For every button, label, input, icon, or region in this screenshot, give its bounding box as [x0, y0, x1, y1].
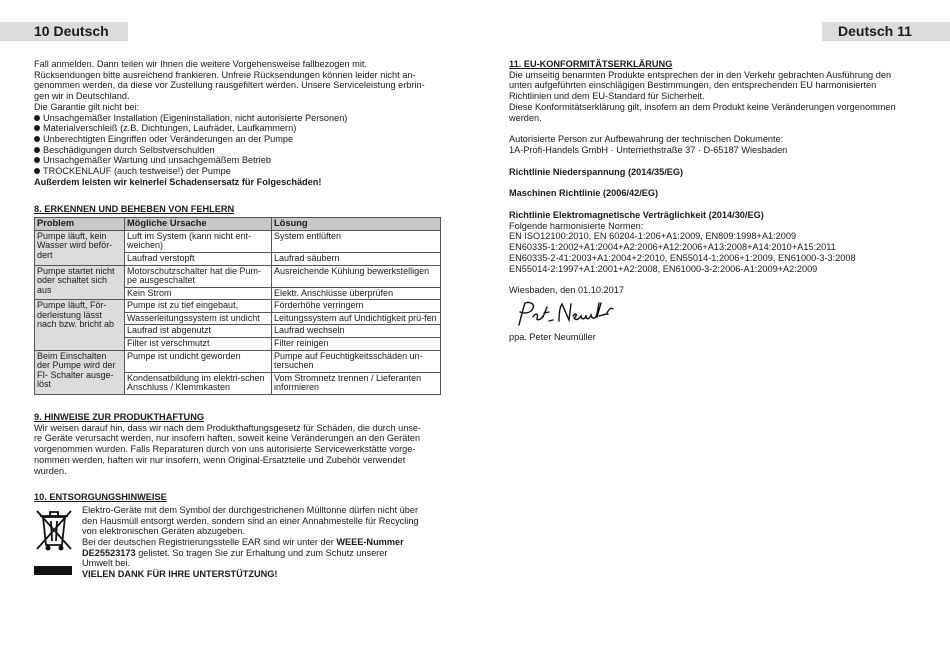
cause-cell: Pumpe ist undicht geworden [125, 350, 272, 372]
warranty-bullet: Unsachgemäßer Wartung und unsachgemäßem Betrieb [34, 155, 442, 166]
warranty-bullet: TROCKENLAUF (auch testweise!) der Pumpe [34, 166, 442, 177]
solution-cell: System entlüften [272, 230, 441, 252]
liability-line: vorgenommen wurden. Falls Reparaturen durch von uns autorisierte Servicewerkstätte vorge- [34, 444, 416, 455]
solution-cell: Ausreichende Kühlung bewerkstelligen [272, 265, 441, 287]
norms-line: EN60335-2-41:2003+A1:2004+2:2010, EN55014-1:2006+1:2009, EN61000-3-3:2008 [509, 252, 856, 263]
cause-cell: Kondensatbildung im elektri-schen Anschluss / Klemmkasten [125, 372, 272, 394]
weee-number-label: WEEE-Nummer [336, 537, 404, 548]
solution-cell: Laufrad säubern [272, 252, 441, 265]
solution-cell: Laufrad wechseln [272, 325, 441, 338]
disposal-block [34, 505, 442, 580]
table-row [35, 230, 441, 252]
solution-cell: Vom Stromnetz trennen / Lieferanten informieren [272, 372, 441, 394]
warranty-bullet: Materialverschleiß (z.B. Dichtungen, Laufräder, Laufkammern) [34, 123, 442, 134]
norms-line: EN55014-2:1997+A1:2001+A2:2008, EN61000-3-2:2006-A1:2009+A2:2009 [509, 263, 818, 274]
cause-cell: Kein Strom [125, 287, 272, 300]
disposal-text [82, 505, 419, 580]
ear-text: Bei der deutschen Registrierungsstelle EAR sind wir unter der [82, 537, 337, 548]
ear-text: gelistet. So tragen Sie zur Erhaltung und zum Schutz unserer [135, 547, 388, 558]
intro-line: Rücksendungen bitte ausreichend frankieren. Unfreie Rücksendungen können leider nicht an- [34, 69, 416, 80]
signer-name: ppa. Peter Neumüller [509, 331, 596, 342]
no-damages-note: Außerdem leisten wir keinerlei Schadensersatz für Folgeschäden! [34, 176, 322, 187]
cause-cell: Pumpe ist zu tief eingebaut, [125, 300, 272, 313]
solution-cell: Filter reinigen [272, 338, 441, 351]
section-11-title: 11. EU-KONFORMITÄTSERKLÄRUNG [509, 59, 673, 69]
norms-line: EN60335-1:2002+A1:2004+A2:2006+A12:2006+A13:2008+A14:2010+A15:2011 [509, 242, 836, 253]
solution-cell: Leitungssystem auf Undichtigkeit prü-fen [272, 312, 441, 325]
problem-cell: Pumpe startet nicht oder schaltet sich aus [35, 265, 125, 300]
table-header-row [35, 218, 441, 231]
conformity-line: unten aufgeführten einschlägigen Bestimmungen, den entsprechenden EU harmonisierten [509, 80, 877, 91]
section-10-title: 10. ENTSORGUNGSHINWEISE [34, 492, 167, 503]
problem-cell: Pumpe läuft, kein Wasser wird beför-dert [35, 230, 125, 265]
intro-line: Die Garantie gilt nicht bei: [34, 101, 140, 112]
liability-line: nommen werden, haften wir nur insofern, wenn Original-Ersatzteile und Zubehör verwendet [34, 454, 406, 465]
disposal-line: Umwelt bei. [82, 558, 130, 569]
directive-machinery: Maschinen Richtlinie (2006/42/EG) [509, 188, 659, 199]
conformity-line: werden. [509, 112, 542, 123]
table-header: Mögliche Ursache [125, 218, 272, 231]
table-row [35, 265, 441, 287]
table-row [35, 350, 441, 372]
norms-line: EN ISO12100:2010, EN 60204-1:206+A1:2009, EN809:1998+A1:2009 [509, 231, 797, 242]
right-column [509, 59, 914, 342]
disposal-line: den Hausmüll entsorgt werden, sondern sind an einer Annahmestelle für Recycling [82, 515, 419, 526]
conformity-line: Die umseitig benannten Produkte entsprechen der in den Verkehr gebrachten Ausführung den [509, 69, 892, 80]
cause-cell: Wasserleitungssystem ist undicht [125, 312, 272, 325]
directive-low-voltage: Richtlinie Niederspannung (2014/35/EG) [509, 166, 684, 177]
troubleshooting-table [34, 217, 441, 395]
problem-cell: Pumpe läuft, För-derleistung lässt nach bzw. bricht ab [35, 300, 125, 350]
intro-line: genommen werden, da diese vor Zustellung rausgefiltert werden. Unsere Serviceleistung erbrin- [34, 80, 425, 91]
solution-cell: Förderhöhe verringern [272, 300, 441, 313]
weee-bin-icon [34, 505, 78, 580]
liability-line: Wir weisen darauf hin, dass wir nach dem Produkthaftungsgesetz für Schäden, die durch unse- [34, 422, 422, 433]
cause-cell: Laufrad verstopft [125, 252, 272, 265]
directive-emc: Richtlinie Elektromagnetische Verträglichkeit (2014/30/EG) [509, 210, 764, 221]
conformity-line: Diese Konformitätserklärung gilt, insofern an dem Produkt keine Veränderungen vorgenommen [509, 101, 896, 112]
section-9-title: 9. HINWEISE ZUR PRODUKTHAFTUNG [34, 412, 204, 423]
table-row [35, 300, 441, 313]
solution-cell: Elektr. Anschlüsse überprüfen [272, 287, 441, 300]
disposal-line: von elektronischen Geräten abzugeben. [82, 526, 245, 537]
cause-cell: Laufrad ist abgenutzt [125, 325, 272, 338]
page-header-left: 10 Deutsch [0, 22, 128, 41]
weee-number: DE25523173 [82, 547, 136, 558]
disposal-line [82, 537, 419, 548]
cause-cell: Luft im System (kann nicht ent-weichen) [125, 230, 272, 252]
liability-line: wurden. [34, 465, 67, 476]
authorized-person-title: Autorisierte Person zur Aufbewahrung der technischen Dokumente: [509, 134, 784, 145]
weee-bar [34, 566, 72, 575]
cause-cell: Filter ist verschmutzt [125, 338, 272, 351]
intro-line: Fall anmelden. Dann teilen wir Ihnen die weitere Vorgehensweise fallbezogen mit. [34, 59, 367, 69]
warranty-bullet: Unberechtigten Eingriffen oder Veränderungen an der Pumpe [34, 134, 442, 145]
intro-line: gen wir in Deutschland. [34, 91, 130, 102]
page-header-right: Deutsch 11 [822, 22, 950, 41]
signature-date: Wiesbaden, den 01.10.2017 [509, 285, 624, 296]
left-column [34, 59, 442, 580]
norms-line: Folgende harmonisierte Normen: [509, 220, 644, 231]
handwritten-signature [513, 299, 914, 332]
disposal-line [82, 548, 419, 559]
section-8-title: 8. ERKENNEN UND BEHEBEN VON FEHLERN [34, 204, 235, 215]
table-header: Lösung [272, 218, 441, 231]
thanks-note: VIELEN DANK FÜR IHRE UNTERSTÜTZUNG! [82, 569, 278, 580]
liability-line: re Geräte verursacht werden, nur insofern haften, soweit keine Veränderungen an den Geräten [34, 433, 421, 444]
disposal-line: Elektro-Geräte mit dem Symbol der durchgestrichenen Mülltonne dürfen nicht über [82, 504, 419, 515]
conformity-line: Richtlinien und dem EU-Standard für Sicherheit. [509, 91, 705, 102]
warranty-bullet: Unsachgemäßer Installation (Eigeninstallation, nicht autorisierte Personen) [34, 113, 442, 124]
cause-cell: Motorschutzschalter hat die Pum-pe ausgeschaltet [125, 265, 272, 287]
warranty-bullet: Beschädigungen durch Selbstverschulden [34, 145, 442, 156]
problem-cell: Beim Einschalten der Pumpe wird der FI- Schalter ausge-löst [35, 350, 125, 394]
authorized-person-address: 1A-Profi-Handels GmbH · Unterriethstraße 37 · D-65187 Wiesbaden [509, 144, 788, 155]
table-header: Problem [35, 218, 125, 231]
solution-cell: Pumpe auf Feuchtigkeitsschäden un-tersuchen [272, 350, 441, 372]
